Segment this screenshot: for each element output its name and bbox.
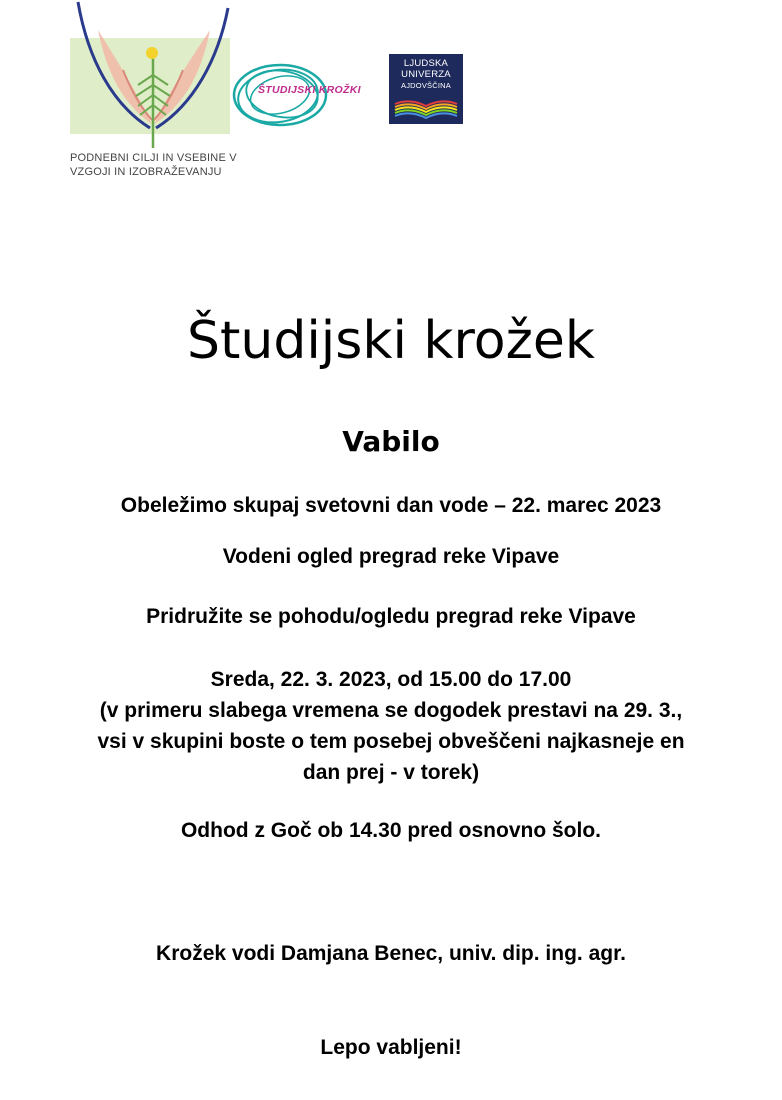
weather-note-line-2: vsi v skupini boste o tem posebej obveščeni najkasneje en xyxy=(97,730,685,753)
logo-header xyxy=(0,0,782,200)
departure-line: Odhod z Goč ob 14.30 pred osnovno šolo. xyxy=(180,819,602,842)
weather-note-line-3: dan prej - v torek) xyxy=(302,761,480,784)
weather-note-line-1: (v primeru slabega vremena se dogodek prestavi na 29. 3., xyxy=(99,699,683,722)
ljudska-univerza-logo: LJUDSKA UNIVERZA AJDOVŠČINA xyxy=(389,54,463,124)
join-line: Pridružite se pohodu/ogledu pregrad reke Vipave xyxy=(146,605,636,628)
open-book-logo-icon xyxy=(393,96,459,120)
leader-line: Krožek vodi Damjana Benec, univ. dip. ing. agr. xyxy=(156,942,626,965)
closing-line: Lepo vabljeni! xyxy=(320,1036,462,1059)
event-line: Obeležimo skupaj svetovni dan vode – 22. marec 2023 xyxy=(120,494,662,517)
logo-caption: PODNEBNI CILJI IN VSEBINE V VZGOJI IN IZOBRAŽEVANJU xyxy=(70,152,237,178)
invitation-heading: Vabilo xyxy=(342,425,440,458)
studijski-krozki-logo-text: ŠTUDIJSKI KROŽKI xyxy=(258,84,361,96)
hands-plant-logo-icon xyxy=(68,0,238,150)
date-line: Sreda, 22. 3. 2023, od 15.00 do 17.00 xyxy=(210,668,572,691)
tour-line: Vodeni ogled pregrad reke Vipave xyxy=(222,545,560,568)
page-title: Študijski krožek xyxy=(186,311,595,371)
